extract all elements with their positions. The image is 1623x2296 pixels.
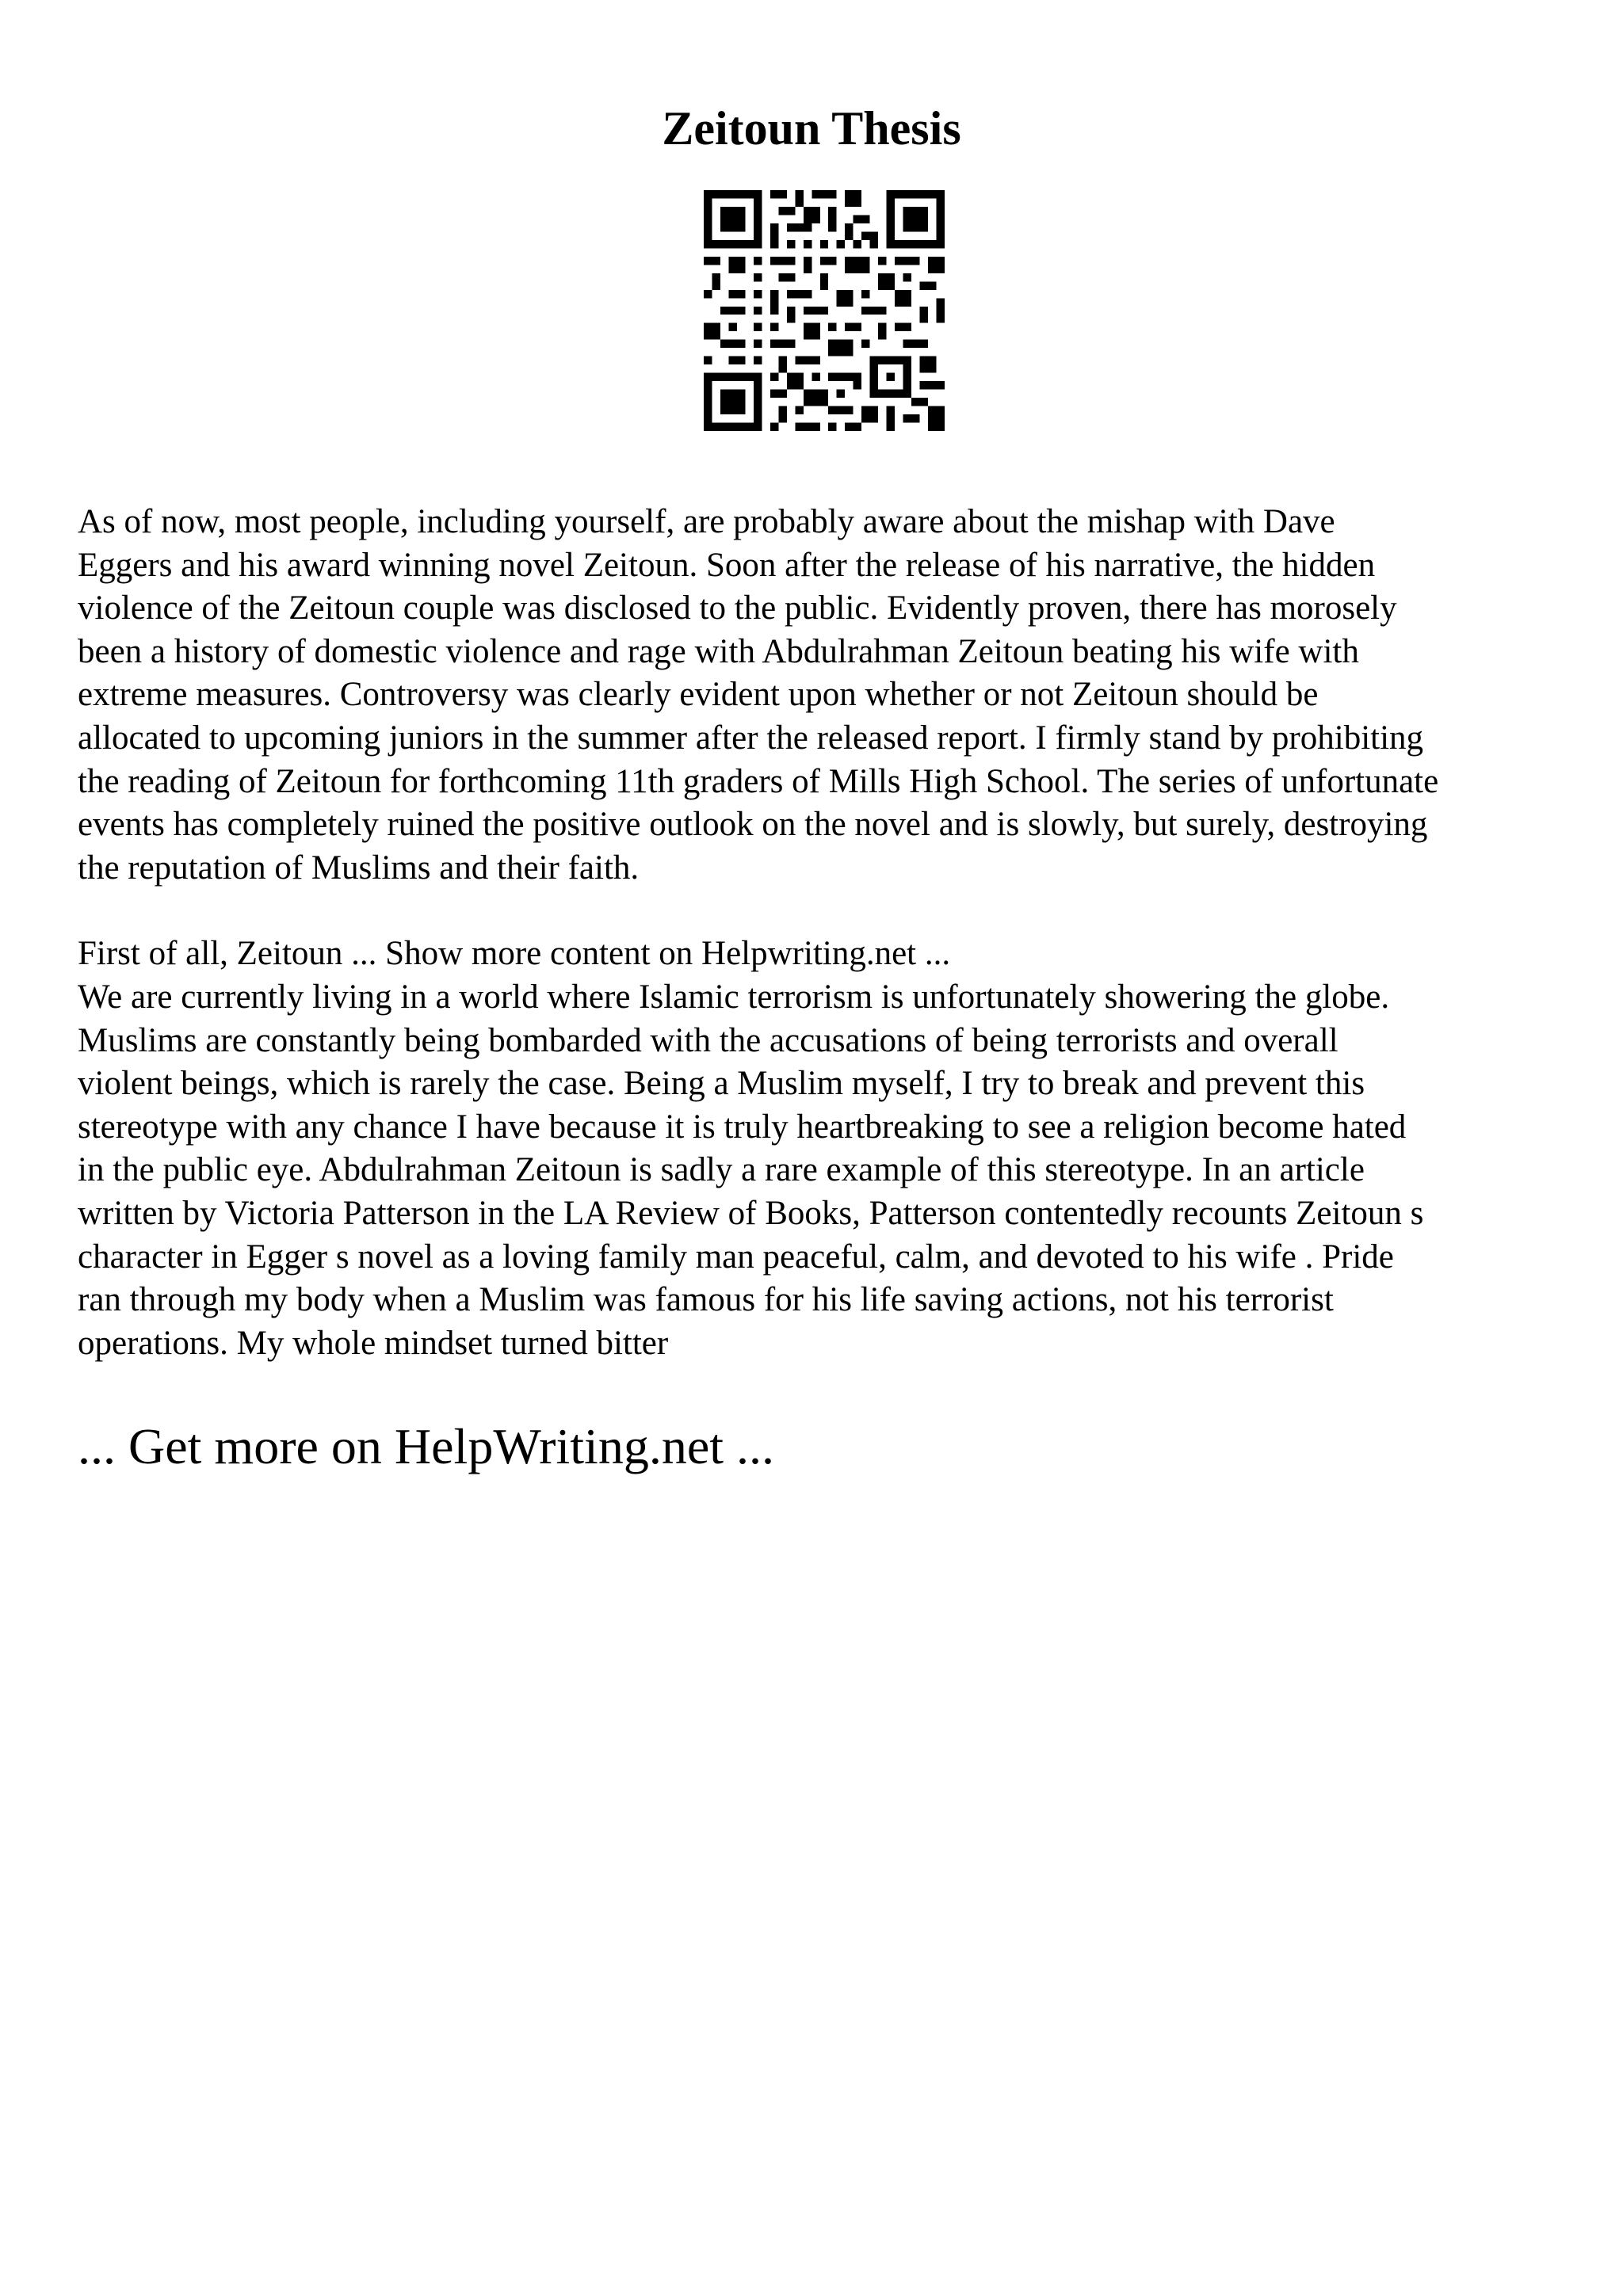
paragraph-body: We are currently living in a world where Islamic terrorism is unfortunately showering the globe. Muslims are constantly being bombarded with the accusations of being terrorists and overall violent beings, which is rarely the case. Being a Muslim myself, I try to break and prevent this stereotype with any chance I have because it is truly heartbreaking to see a religion become hated in the public eye. Abdulrahman Zeitoun is sadly a rare example of this stereotype. In an article written by Victoria Patterson in the LA Review of Books, Patterson contentedly recounts Zeitoun s character in Egger s novel as a loving family man peaceful, calm, and devoted to his wife . Pride ran through my body when a Muslim was famous for his life saving actions, not his terrorist operations. My whole mindset turned bitter [78,978,1424,1362]
paragraph-show-more: First of all, Zeitoun ... Show more content on Helpwriting.net ... [78,935,951,972]
get-more-link[interactable]: ... Get more on HelpWriting.net ... [78,1418,774,1474]
paragraph-intro: As of now, most people, including yourself, are probably aware about the mishap with Dave Eggers and his award winning novel Zeitoun. Soon after the release of his narrative, the hidden violence of the Zeitoun couple was disclosed to the public. Evidently proven, there has morosely been a history of domestic violence and rage with Abdulrahman Zeitoun beating his wife with extreme measures. Controversy was clearly evident upon whether or not Zeitoun should be allocated to upcoming juniors in the summer after the released report. I firmly stand by prohibiting the reading of Zeitoun for forthcoming 11th graders of Mills High School. The series of unfortunate events has completely ruined the positive outlook on the novel and is slowly, but surely, destroying the reputation of Muslims and their faith. [78,503,1439,887]
page-title: Zeitoun Thesis [662,102,961,154]
qr-code-icon [704,190,945,431]
qr-code-graphic [704,190,945,431]
